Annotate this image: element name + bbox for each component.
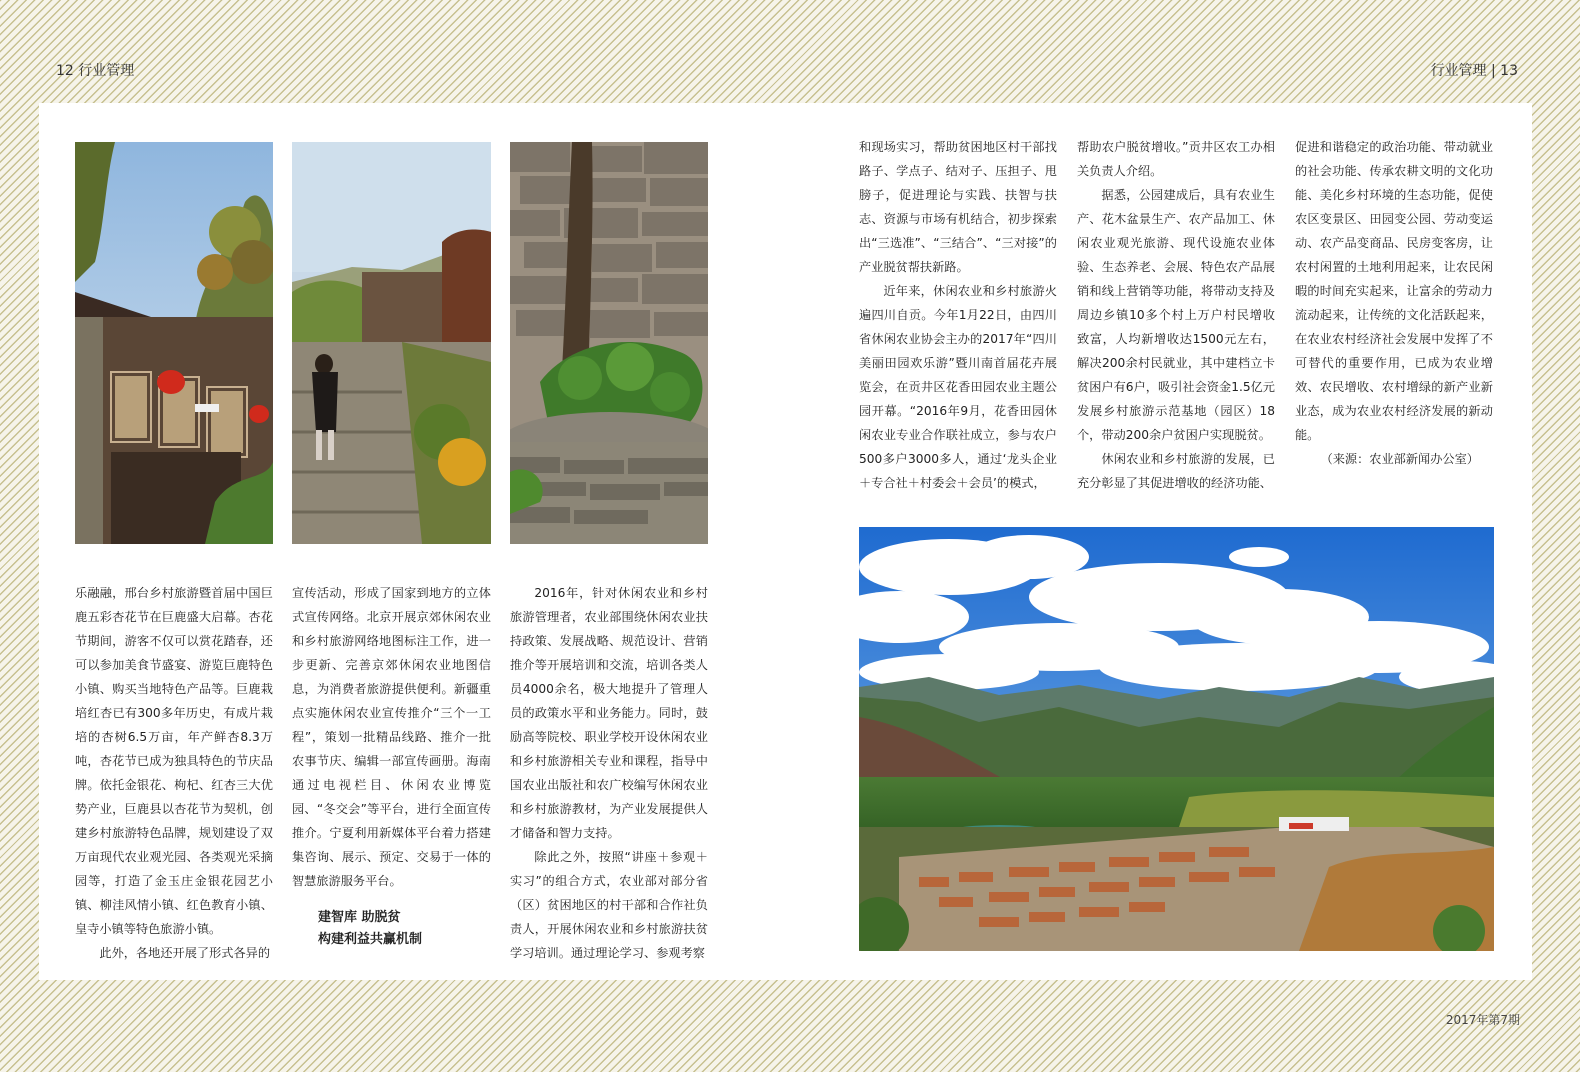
footer-issue: 2017年第7期 xyxy=(1445,1013,1520,1027)
paragraph: 此外，各地还开展了形式各异的 xyxy=(99,946,271,960)
photo-lantern-house xyxy=(75,142,273,544)
left-col-3 xyxy=(510,581,708,965)
paragraph: 乐融融，邢台乡村旅游暨首届中国巨鹿五彩杏花节在巨鹿盛大启幕。杏花节期间，游客不仅可以赏花踏春，还可以参加美食节盛宴、游览巨鹿特色小镇、购买当地特色产品等。巨鹿栽培红杏已有300多年历史，有成片栽培的杏树6.5万亩，年产鲜杏8.3万吨，杏花节已成为独具特色的节庆品牌。依托金银花、枸杞、红杏三大优势产业，巨鹿县以杏花节为契机，创建乡村旅游特色品牌，规划建设了双万亩现代农业观光园、各类观光采摘园等，打造了金玉庄金银花园艺小镇、柳洼风情小镇、红色教育小镇、皇寺小镇等特色旅游小镇。 xyxy=(75,586,273,936)
paragraph: 休闲农业和乡村旅游的发展，已充分彰显了其促进增收的经济功能、 xyxy=(1077,452,1275,490)
paragraph: 宣传活动，形成了国家到地方的立体式宣传网络。北京开展京郊休闲农业和乡村旅游网络地图标注工作，进一步更新、完善京郊休闲农业地图信息，为消费者旅游提供便利。新疆重点实施休闲农业宣传推介“三个一工程”，策划一批精品线路、推介一批农事节庆、编辑一部宣传画册。海南通过电视栏目、休闲农业博览园、“冬交会”等平台，进行全面宣传推介。宁夏利用新媒体平台着力搭建集咨询、展示、预定、交易于一体的智慧旅游服务平台。 xyxy=(292,586,491,888)
paragraph: 除此之外，按照“讲座＋参观＋实习”的组合方式，农业部对部分省（区）贫困地区的村干部和合作社负责人，开展休闲农业和乡村旅游扶贫学习培训。通过理论学习、参观考察 xyxy=(510,850,708,960)
section-heading-line-2: 构建利益共赢机制 xyxy=(318,932,423,947)
header-left: 12 行业管理 xyxy=(56,63,135,79)
header-right: 行业管理 | 13 xyxy=(1430,63,1518,79)
paragraph: 和现场实习，帮助贫困地区村干部找路子、学点子、结对子、压担子、甩膀子，促进理论与实践、扶智与扶志、资源与市场有机结合，初步探索出“三选准”、“三结合”、“三对接”的产业脱贫帮扶新路。 xyxy=(859,140,1057,274)
left-col-2 xyxy=(292,581,491,951)
paragraph: 2016年，针对休闲农业和乡村旅游管理者，农业部围绕休闲农业扶持政策、发展战略、规范设计、营销推介等开展培训和交流，培训各类人员4000余名，极大地提升了管理人员的政策水平和业务能力。同时，鼓励高等院校、职业学校开设休闲农业和乡村旅游相关专业和课程，指导中国农业出版社和农广校编写休闲农业和乡村旅游教材，为产业发展提供人才储备和智力支持。 xyxy=(510,586,708,840)
left-col-1 xyxy=(75,581,273,965)
paragraph: 据悉，公园建成后，具有农业生产、花木盆景生产、农产品加工、休闲农业观光旅游、现代设施农业体验、生态养老、会展、特色农产品展销和线上营销等功能，将带动支持及周边乡镇10多个村上万户村民增收致富，人均新增收达1500元左右，解决200余村民就业，其中建档立卡贫困户有6户，吸引社会资金1.5亿元发展乡村旅游示范基地（园区）18个，带动200余户贫困户实现脱贫。 xyxy=(1077,188,1275,442)
source-credit: （来源：农业部新闻办公室） xyxy=(1320,452,1479,466)
paragraph: 帮助农户脱贫增收。”贡井区农工办相关负责人介绍。 xyxy=(1077,140,1275,178)
section-heading xyxy=(292,907,491,951)
right-col-1 xyxy=(859,135,1057,495)
photo-stone-steps xyxy=(292,142,491,544)
paragraph: 近年来，休闲农业和乡村旅游火遍四川自贡。今年1月22日，由四川省休闲农业协会主办的2017年“四川美丽田园欢乐游”暨川南首届花卉展览会，在贡井区花香田园农业主题公园开幕。“2016年9月，花香田园休闲农业专业合作联社成立，参与农户500多户3000多人，通过‘龙头企业＋专合社＋村委会＋会员’的模式， xyxy=(859,284,1057,490)
section-heading-line-1: 建智库 助脱贫 xyxy=(318,910,401,925)
photo-mountain-village xyxy=(859,527,1494,951)
right-col-2 xyxy=(1077,135,1275,495)
magazine-spread xyxy=(39,103,1532,980)
paragraph: 促进和谐稳定的政治功能、带动就业的社会功能、传承农耕文明的文化功能、美化乡村环境的生态功能，促使农区变景区、田园变公园、劳动变运动、农产品变商品、民房变客房，让农村闲置的土地利用起来，让农民闲暇的时间充实起来，让富余的劳动力流动起来，让传统的文化活跃起来，在农业农村经济社会发展中发挥了不可替代的重要作用，已成为农业增效、农民增收、农村增绿的新产业新业态，成为农业农村经济发展的新动能。 xyxy=(1295,140,1493,442)
photo-stone-wall-tree xyxy=(510,142,708,544)
right-col-3 xyxy=(1295,135,1493,471)
